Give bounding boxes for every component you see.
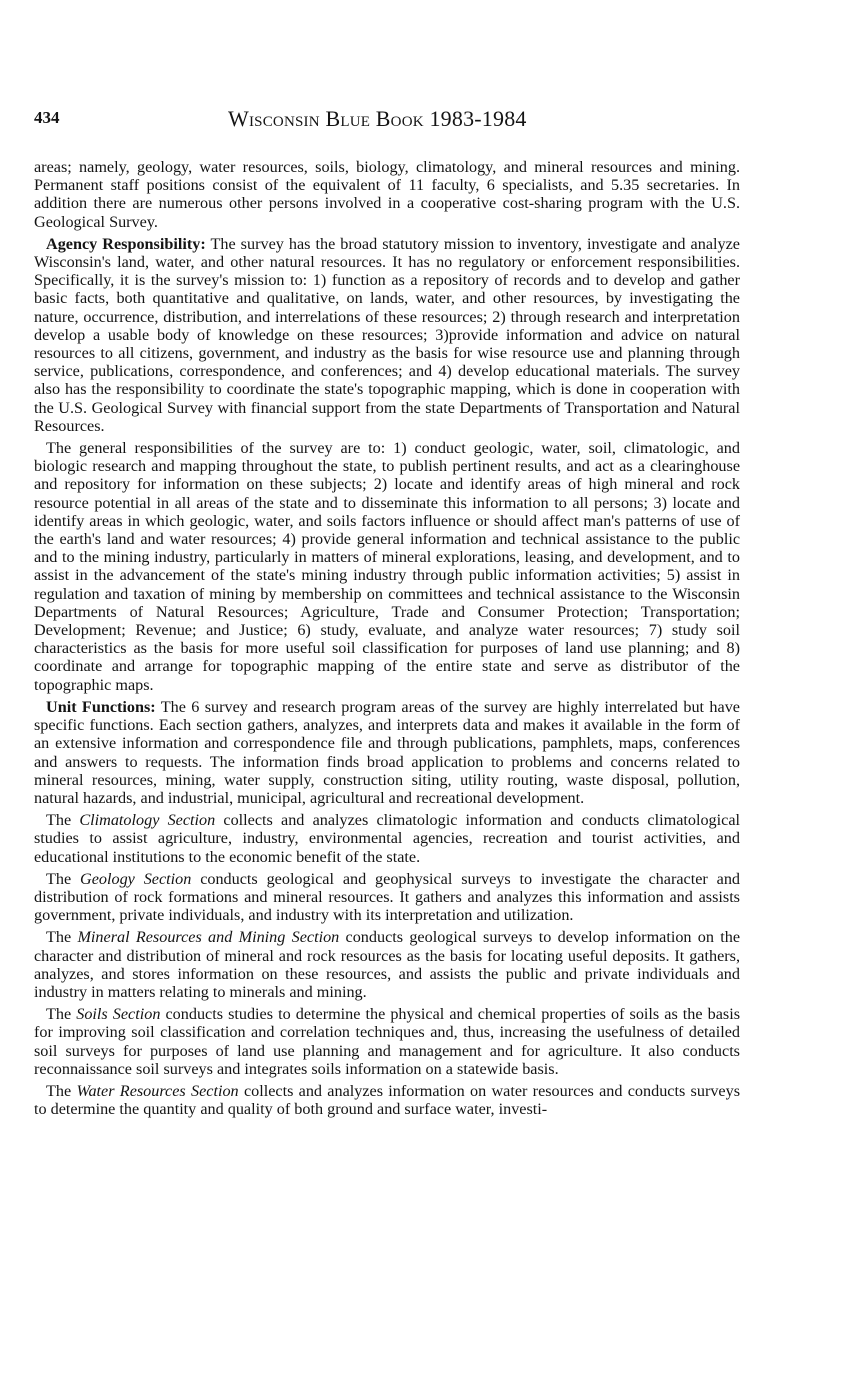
paragraph-text: conducts geological and geophysical surveys to investigate the character and distribution of rock formations and mineral resources. It gathers and analyzes this information and assists government, private individuals, and industry with its interpretation and utilization.: [34, 869, 741, 925]
paragraph-climatology-section: [34, 811, 740, 866]
paragraph-text: The survey has the broad statutory mission to inventory, investigate and analyze Wisconsin's land, water, and other natural resources. It has no regulatory or enforcement responsibilities. Specifically, it is the survey's mission to: 1) function as a repository of records and to develop and gather basic facts, both quantitative and qualitative, on lands, water, and other resources, by investigating the nature, occurrence, distribution, and interrelations of these resources; 2) through research and interpretation develop a usable body of knowledge on these resources; 3)provide information and advice on natural resources to all citizens, government, and industry as the basis for wise resource use and planning through service, publications, correspondence, and conferences; and 4) develop educational materials. The survey also has the responsibility to coordinate the state's topographic mapping, which is done in cooperation with the U.S. Geological Survey with financial support from the state Departments of Transportation and Natural Resources.: [34, 234, 740, 435]
paragraph-text: areas; namely, geology, water resources, soils, biology, climatology, and mineral resources and mining. Permanent staff positions consist of the equivalent of 11 faculty, 6 specialists, and 5.35 secretaries. In addition there are numerous other persons involved in a cooperative cost-sharing program with the U.S. Geological Survey.: [34, 158, 740, 231]
paragraph-continuation: [34, 158, 740, 231]
paragraph-water-resources-section: [34, 1082, 740, 1118]
section-name: Climatology Section: [79, 811, 216, 830]
paragraph-text: The 6 survey and research program areas of the survey are highly interrelated but have specific functions. Each section gathers, analyzes, and interprets data and makes it available in the form of an extensive information and correspondence file and through publications, pamphlets, maps, conferences and answers to requests. The information finds broad application to problems and concerns related to mineral resources, mining, water supply, construction siting, utility routing, waste disposal, pollution, natural hazards, and industrial, municipal, agricultural and recreational development.: [34, 697, 740, 807]
title-initial-3: B: [375, 106, 391, 131]
paragraph-agency-responsibility: [34, 235, 740, 435]
title-years: 1983-1984: [429, 106, 527, 131]
title-initial-1: W: [228, 106, 249, 131]
run-in-heading: Agency Responsibility:: [46, 234, 206, 253]
section-name: Mineral Resources and Mining Section: [77, 928, 340, 947]
paragraph-lead: The: [46, 928, 72, 947]
section-name: Water Resources Section: [76, 1081, 239, 1100]
paragraph-lead: The: [46, 811, 72, 830]
paragraph-general-responsibilities: [34, 439, 740, 694]
running-title: [228, 106, 527, 132]
paragraph-mineral-resources-section: [34, 928, 740, 1001]
paragraph-lead: The: [46, 869, 72, 888]
run-in-heading: Unit Functions:: [46, 697, 156, 716]
paragraph-text: The general responsibilities of the survey are to: 1) conduct geologic, water, soil, climatologic, and biologic research and mapping throughout the state, to publish pertinent results, and act as a clearinghouse and repository for information on these subjects; 2) locate and identify areas of high mineral and rock resource potential in all areas of the state and to disseminate this information to all persons; 3) locate and identify areas in which geologic, water, and soils factors influence or should affect man's patterns of use of the earth's land and water resources; 4) provide general information and technical assistance to the public and to the mining industry, particularly in matters of mineral explorations, leasing, and development, and to assist in the advancement of the state's mining industry through public information activities; 5) assist in regulation and taxation of mining by membership on committees and technical assistance to the Wisconsin Departments of Natural Resources; Agriculture, Trade and Consumer Protection; Transportation; Development; Revenue; and Justice; 6) study, evaluate, and analyze water resources; 7) study soil characteristics as the basis for more useful soil classification for purposes of land use planning; and 8) coordinate and arrange for topographic mapping of the entire state and serve as distributor of the topographic maps.: [34, 439, 740, 694]
title-rest-1: isconsin: [248, 106, 320, 131]
title-initial-2: B: [325, 106, 341, 131]
paragraph-text: collects and analyzes climatologic information and conducts climatological studies to assist agriculture, industry, environmental agencies, recreation and tourist activities, and educational institutions to the economic benefit of the state.: [34, 811, 741, 866]
paragraph-text: conducts studies to determine the physical and chemical properties of soils as the basis for improving soil classification and correlation techniques and, thus, increasing the usefulness of detailed soil surveys for purposes of land use planning and management and for agriculture. It also conducts reconnaissance soil surveys and integrates soils information on a statewide basis.: [34, 1005, 741, 1078]
title-rest-3: ook: [390, 106, 424, 131]
title-rest-2: lue: [340, 106, 371, 131]
paragraph-text: conducts geological surveys to develop information on the character and distribution of mineral and rock resources as the basis for locating useful deposits. It gathers, analyzes, and stores information on these resources, and assists the public and private individuals and industry in matters relating to minerals and mining.: [34, 928, 741, 1001]
page-header: [34, 106, 740, 140]
paragraph-lead: The: [46, 1081, 72, 1100]
section-name: Soils Section: [76, 1005, 161, 1024]
body-text: [34, 158, 740, 1118]
page-number: 434: [34, 108, 60, 127]
paragraph-soils-section: [34, 1005, 740, 1078]
paragraph-text: collects and analyzes information on water resources and conducts surveys to determine the quantity and quality of both ground and surface water, investi-: [34, 1081, 741, 1119]
document-page: [34, 106, 740, 1122]
paragraph-geology-section: [34, 870, 740, 925]
paragraph-lead: The: [46, 1005, 72, 1024]
paragraph-unit-functions: [34, 698, 740, 807]
section-name: Geology Section: [80, 869, 192, 888]
